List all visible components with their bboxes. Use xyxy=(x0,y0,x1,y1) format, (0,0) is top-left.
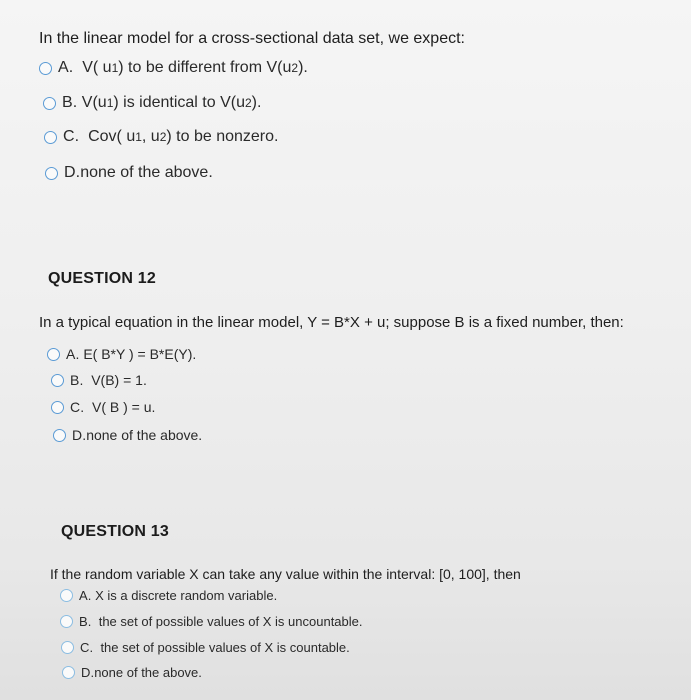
option-letter: D. xyxy=(64,164,81,181)
option-text: E( B*Y ) = B*E(Y). xyxy=(83,346,197,362)
radio-button-icon[interactable] xyxy=(44,131,57,144)
radio-button-icon[interactable] xyxy=(53,429,66,442)
q11-option-b[interactable] xyxy=(43,94,261,112)
option-text: none of the above. xyxy=(80,164,213,181)
q12-option-b[interactable] xyxy=(51,372,147,388)
option-text-post: ) to be nonzero. xyxy=(166,128,279,145)
radio-button-icon[interactable] xyxy=(60,589,73,602)
option-letter: B. xyxy=(79,614,92,629)
option-text: none of the above. xyxy=(86,427,203,443)
subscript: 1 xyxy=(106,96,114,110)
q12-option-a[interactable] xyxy=(47,346,196,362)
subscript: 2 xyxy=(244,96,252,110)
q12-option-d[interactable] xyxy=(53,427,202,443)
option-text: X is a discrete random variable. xyxy=(95,588,278,603)
radio-button-icon[interactable] xyxy=(61,641,74,654)
radio-button-icon[interactable] xyxy=(51,374,64,387)
option-text-mid: , u xyxy=(141,128,160,145)
option-text-mid: ) is identical to V(u xyxy=(113,94,245,111)
option-text: V(B) = 1. xyxy=(91,372,147,388)
radio-button-icon[interactable] xyxy=(51,401,64,414)
subscript: 1 xyxy=(111,61,119,75)
subscript: 2 xyxy=(291,61,299,75)
option-text-pre: Cov( u xyxy=(88,128,136,145)
option-text-pre: V( u xyxy=(82,59,112,76)
option-letter: A. xyxy=(79,588,92,603)
option-text-mid: ) to be different from V(u xyxy=(118,59,292,76)
q11-option-a[interactable] xyxy=(39,59,308,77)
option-letter: A. xyxy=(58,59,74,76)
q13-option-c[interactable] xyxy=(61,640,350,655)
question-11-prompt: In the linear model for a cross-sectional data set, we expect: xyxy=(39,30,465,47)
option-letter: B. xyxy=(70,372,84,388)
option-letter: C. xyxy=(63,128,80,145)
option-text-pre: V(u xyxy=(81,94,107,111)
option-letter: A. xyxy=(66,346,80,362)
radio-button-icon[interactable] xyxy=(39,62,52,75)
question-12-heading: QUESTION 12 xyxy=(48,270,157,287)
radio-button-icon[interactable] xyxy=(47,348,60,361)
question-12-prompt: In a typical equation in the linear model, Y = B*X + u; suppose B is a fixed number, then: xyxy=(39,314,624,331)
subscript: 1 xyxy=(135,130,142,144)
option-letter: C. xyxy=(70,399,85,415)
q12-option-c[interactable] xyxy=(51,399,155,415)
option-text: none of the above. xyxy=(94,665,202,680)
radio-button-icon[interactable] xyxy=(62,666,75,679)
option-text: the set of possible values of X is countable. xyxy=(100,640,350,655)
option-text-post: ). xyxy=(298,59,308,76)
q11-option-c[interactable] xyxy=(44,128,278,146)
q13-option-b[interactable] xyxy=(60,614,363,629)
option-letter: D. xyxy=(72,427,87,443)
q11-option-d[interactable] xyxy=(45,164,213,182)
option-letter: D. xyxy=(81,665,95,680)
q13-option-d[interactable] xyxy=(62,665,202,680)
option-letter: C. xyxy=(80,640,94,655)
option-text: V( B ) = u. xyxy=(91,399,156,415)
q13-option-a[interactable] xyxy=(60,588,277,603)
radio-button-icon[interactable] xyxy=(60,615,73,628)
option-letter: B. xyxy=(62,94,78,111)
question-13-prompt: If the random variable X can take any value within the interval: [0, 100], then xyxy=(50,566,521,582)
option-text-post: ). xyxy=(251,94,262,111)
subscript: 2 xyxy=(159,130,167,144)
radio-button-icon[interactable] xyxy=(45,167,58,180)
option-text: the set of possible values of X is uncountable. xyxy=(98,614,363,629)
question-13-heading: QUESTION 13 xyxy=(61,523,170,540)
radio-button-icon[interactable] xyxy=(43,97,56,110)
